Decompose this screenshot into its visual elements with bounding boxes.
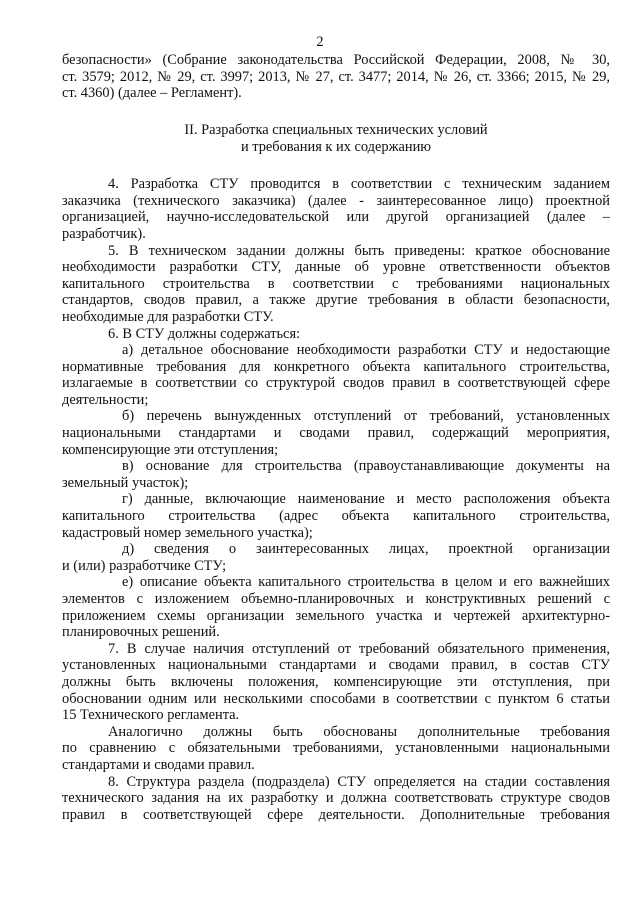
paragraph-7-continued bbox=[62, 724, 610, 774]
text-line: приложением схемы организации земельного участка и чертежей архитектурно- bbox=[62, 607, 610, 624]
paragraph-5 bbox=[62, 243, 610, 326]
section-heading bbox=[62, 122, 610, 155]
text-line: капитального строительства в соответствии с требованиями национальных bbox=[62, 275, 610, 292]
item-6d bbox=[62, 541, 610, 574]
text-line: ст. 4360) (далее – Регламент). bbox=[62, 85, 242, 102]
paragraph-7 bbox=[62, 641, 610, 724]
text-line: б) перечень вынужденных отступлений от требований, установленных bbox=[122, 408, 610, 425]
text-line: 15 Технического регламента. bbox=[62, 707, 240, 724]
text-line: планировочных решений. bbox=[62, 624, 220, 641]
text-line: установленных национальными стандартами и сводами правил, в состав СТУ bbox=[62, 657, 610, 674]
paragraph-8 bbox=[62, 774, 610, 824]
document-body bbox=[62, 52, 610, 823]
text-line: деятельности; bbox=[62, 391, 149, 408]
item-6v bbox=[62, 458, 610, 491]
item-6g bbox=[62, 491, 610, 541]
text-line: д) сведения о заинтересованных лицах, проектной организации bbox=[122, 541, 610, 558]
text-line: излагаемые в соответствии со структурой сводов правил в соответствующей сфере bbox=[62, 375, 610, 392]
text-line: организацией, научно-исследовательской или другой организацией (далее – bbox=[62, 209, 610, 226]
text-line: а) детальное обоснование необходимости разработки СТУ и недостающие bbox=[122, 342, 610, 359]
text-line: и (или) разработчике СТУ; bbox=[62, 557, 227, 574]
text-line: 7. В случае наличия отступлений от требований обязательного применения, bbox=[108, 640, 610, 657]
text-line: 5. В техническом задании должны быть приведены: краткое обоснование bbox=[108, 242, 610, 259]
text-line: компенсирующие эти отступления; bbox=[62, 441, 279, 458]
text-line: кадастровый номер земельного участка); bbox=[62, 524, 313, 541]
text-line: в) основание для строительства (правоустанавливающие документы на bbox=[122, 458, 610, 475]
text-line: должны быть включены положения, компенсирующие эти отступления, при bbox=[62, 673, 610, 690]
text-line: стандартами и сводами правил. bbox=[62, 756, 255, 773]
text-line: стандартов, сводов правил, а также другие требования в области безопасности, bbox=[62, 292, 610, 309]
text-line: безопасности» (Собрание законодательства Российской Федерации, 2008, № 30, bbox=[62, 52, 610, 68]
item-6e bbox=[62, 574, 610, 640]
text-line: капитального строительства (адрес объекта капитального строительства, bbox=[62, 508, 610, 525]
text-line: 8. Структура раздела (подраздела) СТУ определяется на стадии составления bbox=[108, 773, 610, 790]
text-line: е) описание объекта капитального строительства в целом и его важнейших bbox=[122, 574, 610, 591]
text-line: обосновании одним или несколькими способами в соответствии с пунктом 6 статьи bbox=[62, 690, 610, 707]
heading-line: и требования к их содержанию bbox=[240, 138, 432, 155]
item-6a bbox=[62, 342, 610, 408]
text-line: разработчик). bbox=[62, 225, 146, 242]
text-line: национальными стандартами и сводами правил, содержащий мероприятия, bbox=[62, 425, 610, 442]
item-6b bbox=[62, 408, 610, 458]
heading-line: II. Разработка специальных технических условий bbox=[184, 122, 488, 139]
text-line: земельный участок); bbox=[62, 474, 189, 491]
text-line: технического задания на их разработку и должна соответствовать структуре сводов bbox=[62, 790, 610, 807]
paragraph-4 bbox=[62, 176, 610, 242]
text-line: элементов с изложением объемно-планировочных и конструктивных решений с bbox=[62, 591, 610, 607]
text-line: 6. В СТУ должны содержаться: bbox=[108, 325, 301, 342]
text-line: ст. 3579; 2012, № 29, ст. 3997; 2013, № 27, ст. 3477; 2014, № 26, ст. 3366; 2015, № 29, bbox=[62, 68, 610, 85]
text-line: нормативные требования для конкретного объекта капитального строительства, bbox=[62, 358, 610, 375]
text-line: правил в соответствующей сфере деятельности. Дополнительные требования bbox=[62, 806, 610, 823]
paragraph-6-title bbox=[62, 326, 610, 343]
text-line: заказчика (технического заказчика) (далее - заинтересованное лицо) проектной bbox=[62, 192, 610, 209]
text-line: Аналогично должны быть обоснованы дополнительные требования bbox=[108, 723, 610, 740]
text-line: 4. Разработка СТУ проводится в соответствии с техническим заданием bbox=[108, 176, 610, 193]
intro-paragraph bbox=[62, 52, 610, 102]
page-number: 2 bbox=[316, 34, 324, 50]
text-line: необходимые для разработки СТУ. bbox=[62, 308, 274, 325]
text-line: г) данные, включающие наименование и место расположения объекта bbox=[122, 491, 610, 508]
text-line: необходимости разработки СТУ, данные об уровне ответственности объектов bbox=[62, 259, 610, 276]
text-line: по сравнению с обязательными требованиями, установленными национальными bbox=[62, 740, 610, 757]
